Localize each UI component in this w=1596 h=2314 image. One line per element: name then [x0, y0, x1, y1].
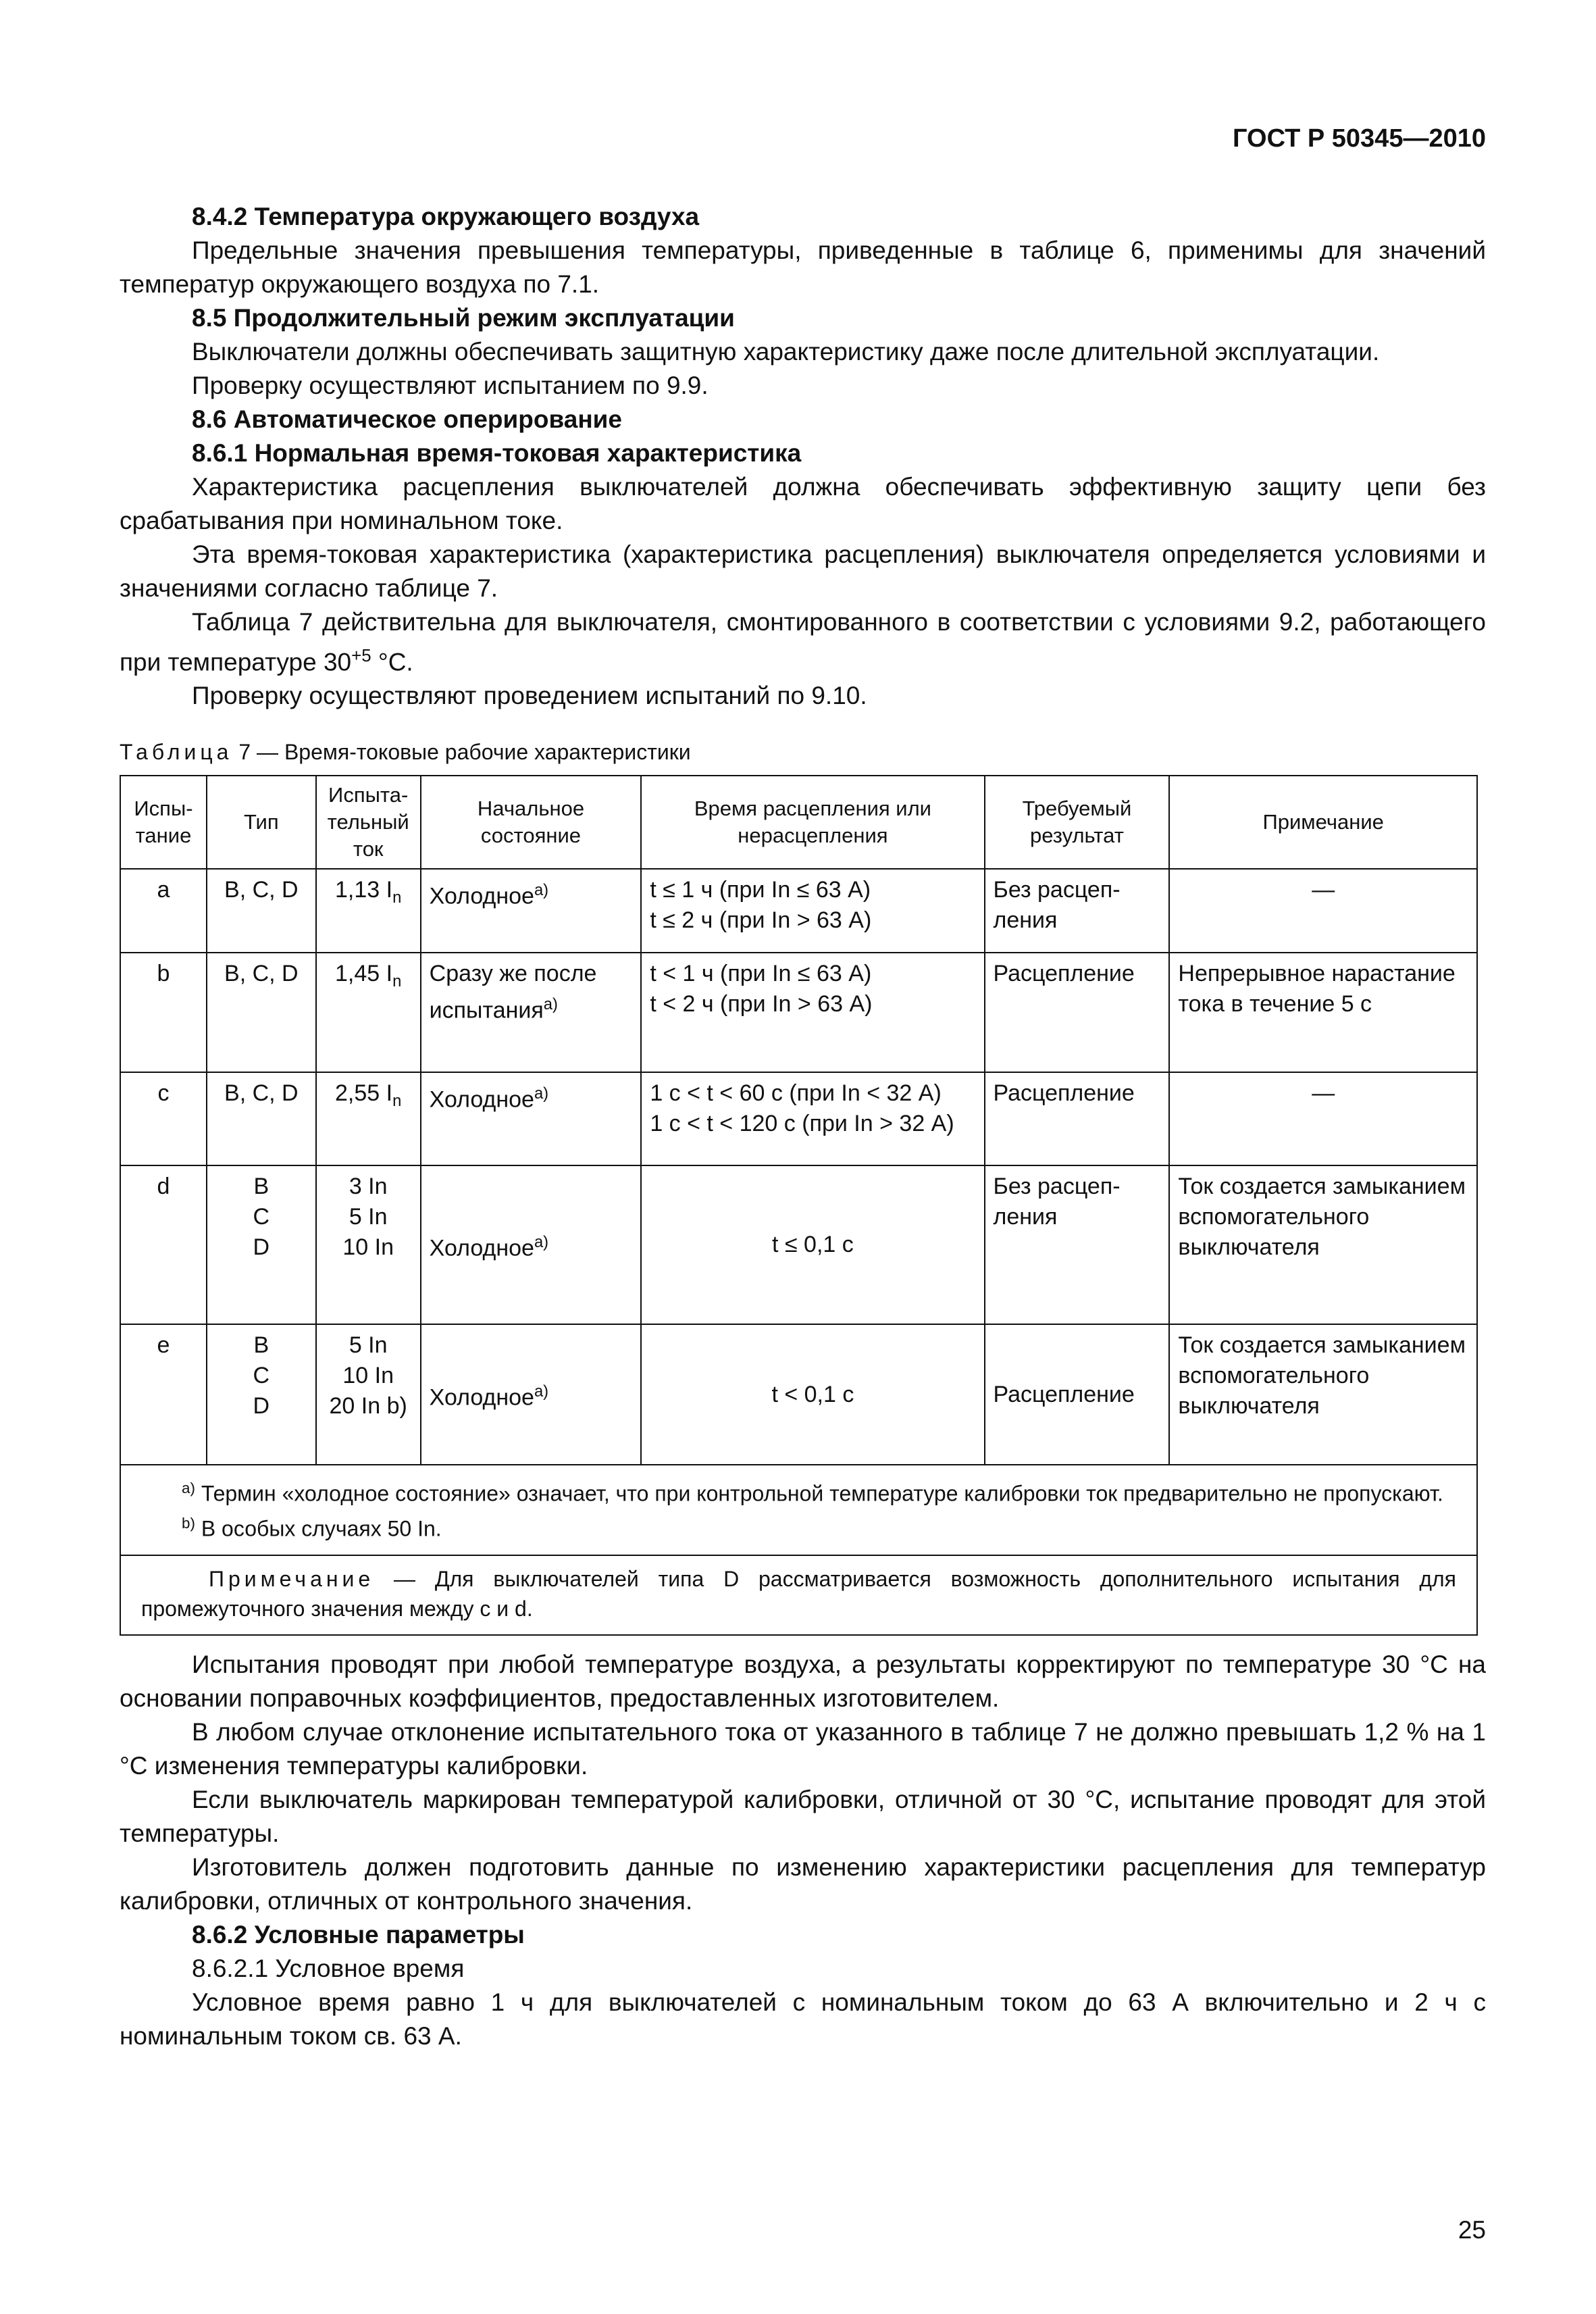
- test-cell: b: [120, 953, 207, 1072]
- result-cell: Расцепление: [985, 953, 1170, 1072]
- section-8-6-1-para-2: Эта время-токовая характеристика (характеристика расцепления) выключателя определяется условиями и значениями согласно таблице 7.: [120, 540, 1486, 602]
- state-cell: Холодное$^{a)}$: [421, 869, 642, 953]
- test-cell: a: [120, 869, 207, 953]
- current-cell: 5 In 10 In 20 In b): [316, 1324, 421, 1465]
- state-cell: Холодное$^{a)}$: [421, 1165, 642, 1324]
- table-footnotes: [120, 1465, 1477, 1555]
- time-cell: t ≤ 0,1 с: [641, 1165, 984, 1324]
- current-cell: 3 In 5 In 10 In: [316, 1165, 421, 1324]
- section-8-4-2-para: Предельные значения превышения температуры, приведенные в таблице 6, применимы для значений температур окружающего воздуха по 7.1.: [120, 236, 1486, 298]
- table-header-row: [120, 776, 1477, 869]
- header-cell: Требуемый результат: [985, 776, 1170, 869]
- header-cell: Начальное состояние: [421, 776, 642, 869]
- section-8-6-2-title: 8.6.2 Условные параметры: [192, 1920, 525, 1948]
- type-cell: B, C, D: [207, 869, 316, 953]
- section-8-5-para-1: Выключатели должны обеспечивать защитную характеристику даже после длительной эксплуатации.: [192, 338, 1380, 366]
- section-8-6-1-para-3: [120, 605, 1486, 679]
- document-header: ГОСТ Р 50345—2010: [1233, 124, 1486, 153]
- test-cell: d: [120, 1165, 207, 1324]
- header-cell: Время расцепления или нерасцепления: [641, 776, 984, 869]
- header-cell: Испы-тание: [120, 776, 207, 869]
- section-8-5-para-2: Проверку осуществляют испытанием по 9.9.: [192, 372, 709, 399]
- result-cell: Расцепление: [985, 1072, 1170, 1165]
- time-cell: t < 1 ч (при In ≤ 63 А) t < 2 ч (при In > 63 А): [641, 953, 984, 1072]
- after-para-1: Испытания проводят при любой температуре воздуха, а результаты корректируют по температуре 30 °С на основании поправочных коэффициентов, предоставленных изготовителем.: [120, 1650, 1486, 1712]
- table-row: [120, 953, 1477, 1072]
- result-cell: Расцепление: [985, 1324, 1170, 1465]
- state-cell: Холодное$^{a)}$: [421, 1324, 642, 1465]
- section-8-6-1-title: 8.6.1 Нормальная время-токовая характеристика: [192, 439, 802, 467]
- section-8-4-2-title: 8.4.2 Температура окружающего воздуха: [192, 203, 700, 230]
- current-cell: 1,45 $I_n$: [316, 953, 421, 1072]
- para-3-text: Таблица 7 действительна для выключателя, смонтированного в соответствии с условиями 9.2, работающего при температуре 30: [120, 608, 1486, 676]
- time-cell: t < 0,1 с: [641, 1324, 984, 1465]
- footnote-b: $^{b)}$ В особых случаях 50 In.: [182, 1514, 442, 1541]
- table-caption-label: Таблица: [120, 740, 233, 765]
- note-cell: Ток создается замыканием вспомогательного выключателя: [1169, 1165, 1477, 1324]
- time-cell: t ≤ 1 ч (при In ≤ 63 А) t ≤ 2 ч (при In > 63 А): [641, 869, 984, 953]
- table-footnotes-row: [120, 1465, 1477, 1555]
- temperature-tolerance: +5: [351, 647, 371, 665]
- table-row: [120, 869, 1477, 953]
- table-note-row: [120, 1555, 1477, 1635]
- section-8-6-1-para-4: Проверку осуществляют проведением испытаний по 9.10.: [192, 682, 867, 710]
- current-cell: 2,55 $I_n$: [316, 1072, 421, 1165]
- type-cell: B, C, D: [207, 1072, 316, 1165]
- after-para-3: Если выключатель маркирован температурой калибровки, отличной от 30 °С, испытание проводят для этой температуры.: [120, 1785, 1486, 1847]
- type-cell: B C D: [207, 1324, 316, 1465]
- result-cell: Без расцеп-ления: [985, 1165, 1170, 1324]
- section-8-6-title: 8.6 Автоматическое оперирование: [192, 405, 622, 433]
- page-number: 25: [1458, 2216, 1486, 2244]
- document-body: [120, 200, 1486, 2053]
- note-cell: —: [1169, 869, 1477, 953]
- footnote-a: $^{a)}$ Термин «холодное состояние» означает, что при контрольной температуре калибровки ток предварительно не пропускают.: [182, 1480, 1443, 1506]
- time-cell: 1 с < t < 60 с (при In < 32 А) 1 с < t < 120 с (при In > 32 А): [641, 1072, 984, 1165]
- section-8-6-1-para-1: Характеристика расцепления выключателей должна обеспечивать эффективную защиту цепи без срабатывания при номинальном токе.: [120, 473, 1486, 534]
- header-cell: Примечание: [1169, 776, 1477, 869]
- after-para-4: Изготовитель должен подготовить данные по изменению характеристики расцепления для температур калибровки, отличных от контрольного значения.: [120, 1853, 1486, 1915]
- result-cell: Без расцеп-ления: [985, 869, 1170, 953]
- after-para-5: Условное время равно 1 ч для выключателей с номинальным током до 63 А включительно и 2 ч с номинальным током св. 63 А.: [120, 1988, 1486, 2050]
- note-cell: Непрерывное нарастание тока в течение 5 с: [1169, 953, 1477, 1072]
- section-8-6-2-1-title: 8.6.2.1 Условное время: [192, 1954, 465, 1982]
- para-3-unit: °С.: [371, 648, 413, 676]
- state-cell: Холодное$^{a)}$: [421, 1072, 642, 1165]
- current-cell: 1,13 $I_n$: [316, 869, 421, 953]
- header-cell: Испыта-тельный ток: [316, 776, 421, 869]
- time-current-table: [120, 775, 1478, 1635]
- note-cell: —: [1169, 1072, 1477, 1165]
- table-row: [120, 1324, 1477, 1465]
- table-row: [120, 1072, 1477, 1165]
- section-8-5-title: 8.5 Продолжительный режим эксплуатации: [192, 304, 735, 332]
- state-cell: Сразу же после испытания$^{a)}$: [421, 953, 642, 1072]
- table-row: [120, 1165, 1477, 1324]
- header-cell: Тип: [207, 776, 316, 869]
- table-caption-text: 7 — Время-токовые рабочие характеристики: [238, 740, 691, 765]
- after-para-2: В любом случае отклонение испытательного тока от указанного в таблице 7 не должно превышать 1,2 % на 1 °С изменения температуры калибровки.: [120, 1717, 1486, 1780]
- test-cell: c: [120, 1072, 207, 1165]
- note-cell: Ток создается замыканием вспомогательного выключателя: [1169, 1324, 1477, 1465]
- type-cell: B C D: [207, 1165, 316, 1324]
- test-cell: e: [120, 1324, 207, 1465]
- table-note: Примечание — Для выключателей типа D рассматривается возможность дополнительного испытания для промежуточного значения между с и d.: [120, 1555, 1477, 1635]
- table-caption: [120, 737, 1486, 767]
- type-cell: B, C, D: [207, 953, 316, 1072]
